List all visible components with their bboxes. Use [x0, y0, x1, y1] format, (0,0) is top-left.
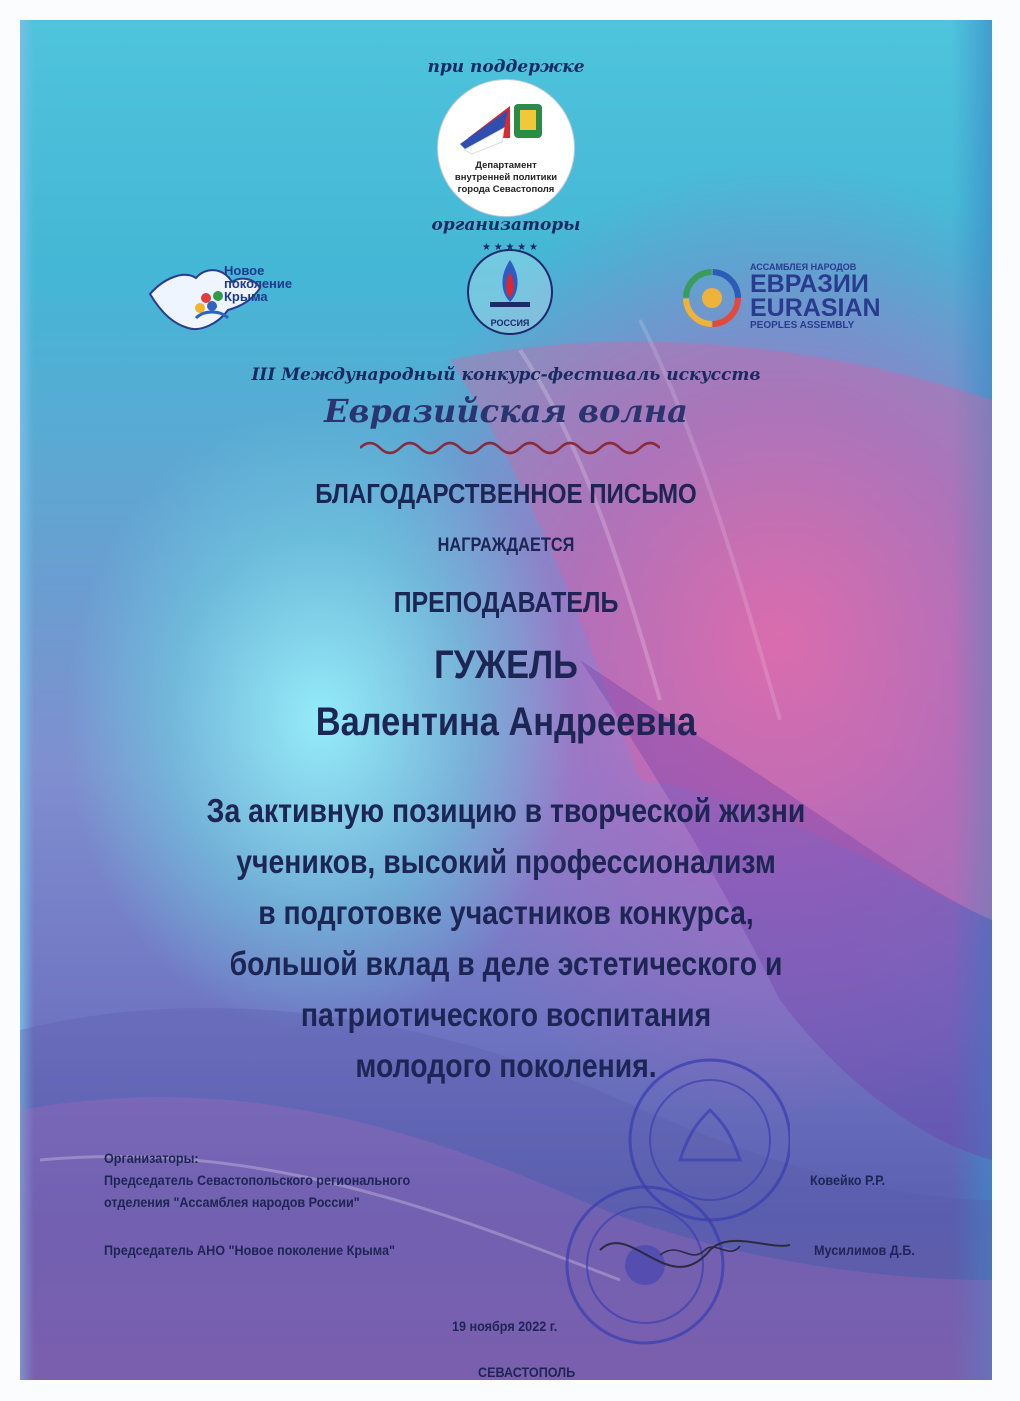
eurasia-logo-ru: ЕВРАЗИИ	[750, 270, 869, 298]
eurasia-logo-top: АССАМБЛЕЯ НАРОДОВ	[750, 262, 857, 272]
russia-assembly-logo	[458, 238, 562, 342]
department-logo-line: внутренней политики	[454, 172, 558, 183]
new-generation-logo	[144, 248, 304, 344]
new-generation-logo-line: Новое	[224, 263, 265, 278]
second-signer-name: Мусилимов Д.Б.	[814, 1242, 915, 1258]
award-reason-line: молодого поколения.	[355, 1047, 657, 1084]
recipient-role: ПРЕПОДАВАТЕЛЬ	[393, 587, 619, 619]
award-reason	[88, 785, 924, 1091]
eurasia-ring-icon	[680, 266, 744, 330]
official-stamp	[540, 1050, 790, 1370]
award-reason-line: патриотического воспитания	[300, 996, 712, 1033]
eurasia-logo-bottom: PEOPLES ASSEMBLY	[750, 320, 855, 331]
award-title: БЛАГОДАРСТВЕННОЕ ПИСЬМО	[315, 478, 697, 509]
organizers-label: организаторы	[431, 215, 581, 235]
second-signer-position: Председатель АНО "Новое поколение Крыма"	[104, 1242, 395, 1258]
first-signer-position-line: Председатель Севастопольского регионального	[104, 1172, 411, 1188]
first-signer-position-line: отделения "Ассамблея народов России"	[104, 1194, 360, 1210]
recipient-surname: ГУЖЕЛЬ	[434, 643, 578, 687]
festival-name: Евразийская волна	[324, 392, 688, 430]
new-generation-logo-line: Крыма	[224, 289, 268, 304]
first-signer-name: Ковейко Р.Р.	[810, 1172, 886, 1188]
eurasia-logo-en: EURASIAN	[750, 294, 881, 322]
russia-assembly-logo-text: РОССИЯ	[490, 318, 530, 328]
award-reason-line: большой вклад в деле эстетического и	[229, 945, 783, 982]
eurasian-assembly-logo	[680, 260, 890, 340]
support-label: при поддержке	[427, 57, 585, 77]
certificate-sheet	[20, 20, 992, 1380]
recipient-given-names: Валентина Андреевна	[315, 700, 697, 744]
award-reason-line: в подготовке участников конкурса,	[258, 894, 754, 931]
award-reason-line: За активную позицию в творческой жизни	[206, 792, 806, 829]
new-generation-logo-line: поколение	[224, 276, 293, 291]
issue-date: 19 ноября 2022 г.	[452, 1318, 558, 1334]
department-logo	[438, 80, 574, 216]
awarded-label: НАГРАЖДАЕТСЯ	[437, 535, 575, 556]
svg-text:★ ★ ★ ★ ★: ★ ★ ★ ★ ★	[482, 242, 538, 253]
organizers-heading: Организаторы:	[104, 1150, 199, 1166]
issue-city: СЕВАСТОПОЛЬ	[478, 1364, 576, 1380]
award-reason-line: учеников, высокий профессионализм	[236, 843, 776, 880]
department-logo-line: Департамент	[475, 160, 537, 171]
department-logo-line: города Севастополя	[457, 184, 555, 195]
festival-subtitle: III Международный конкурс-фестиваль искусств	[251, 365, 761, 385]
wave-underline-decoration	[360, 438, 660, 458]
